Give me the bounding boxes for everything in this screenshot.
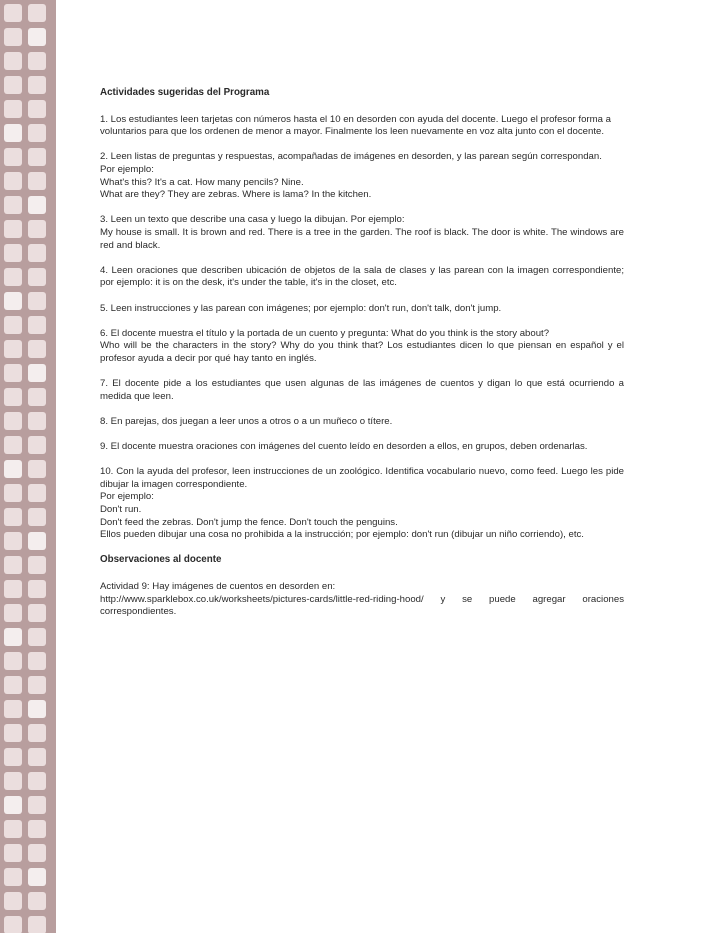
- border-cell: [28, 124, 46, 142]
- observation-line: http://www.sparklebox.co.uk/worksheets/pictures-cards/little-red-riding-hood/ y se puede agregar oraciones correspondientes.: [100, 593, 624, 618]
- border-cell: [4, 100, 22, 118]
- border-cell: [4, 76, 22, 94]
- border-cell: [4, 652, 22, 670]
- activity-line: 4. Leen oraciones que describen ubicación de objetos de la sala de clases y las parean con la imagen correspondiente; por ejemplo: it is on the desk, it's under the table, it's in the closet, etc.: [100, 264, 624, 289]
- border-cell: [28, 364, 46, 382]
- border-cell: [28, 772, 46, 790]
- border-cell: [4, 196, 22, 214]
- border-cell: [28, 268, 46, 286]
- border-cell: [28, 244, 46, 262]
- border-cell: [4, 364, 22, 382]
- border-cell: [28, 148, 46, 166]
- border-cell: [28, 628, 46, 646]
- activity-line: Por ejemplo:: [100, 163, 154, 175]
- border-cell: [28, 844, 46, 862]
- border-cell: [4, 604, 22, 622]
- border-cell: [28, 676, 46, 694]
- activity-line: 3. Leen un texto que describe una casa y luego la dibujan. Por ejemplo:: [100, 214, 405, 226]
- decorative-side-border: [0, 0, 56, 933]
- border-cell: [28, 556, 46, 574]
- border-cell: [4, 388, 22, 406]
- border-cell: [4, 220, 22, 238]
- border-cell: [28, 172, 46, 190]
- border-cell: [4, 244, 22, 262]
- activity-line: What are they? They are zebras. Where is lama? In the kitchen.: [100, 189, 372, 201]
- activity-line: 1. Los estudiantes leen tarjetas con números hasta el 10 en desorden con ayuda del docente. Luego el profesor forma a voluntarios para que los ordenen de menor a mayor. Finalmente los leen nuevamente en voz alta junto con el docente.: [100, 113, 611, 138]
- border-cell: [28, 820, 46, 838]
- activity-8: [100, 416, 624, 429]
- border-cell: [4, 796, 22, 814]
- activity-line: Don't feed the zebras. Don't jump the fence. Don't touch the penguins.: [100, 516, 398, 528]
- activity-6: [100, 328, 624, 366]
- border-cell: [28, 340, 46, 358]
- border-cell: [4, 28, 22, 46]
- activity-line: 2. Leen listas de preguntas y respuestas, acompañadas de imágenes en desorden, y las parean según correspondan.: [100, 151, 602, 163]
- border-cell: [4, 124, 22, 142]
- activity-line: Who will be the characters in the story? Why do you think that? Los estudiantes dicen lo que piensan en español y el profesor ayuda a decir por qué hay tanto en inglés.: [100, 340, 624, 364]
- border-cell: [4, 4, 22, 22]
- border-cell: [4, 436, 22, 454]
- border-cell: [28, 916, 46, 933]
- border-cell: [4, 748, 22, 766]
- border-cell: [4, 892, 22, 910]
- border-cell: [28, 868, 46, 886]
- border-cell: [4, 580, 22, 598]
- border-cell: [4, 628, 22, 646]
- activity-line: What's this? It's a cat. How many pencils? Nine.: [100, 176, 304, 188]
- observations-text: [100, 581, 624, 619]
- observations-title: Observaciones al docente: [100, 554, 222, 566]
- border-cell: [28, 748, 46, 766]
- border-cell: [28, 460, 46, 478]
- border-cell: [4, 460, 22, 478]
- border-cell: [4, 508, 22, 526]
- border-cell: [28, 316, 46, 334]
- border-cell: [4, 316, 22, 334]
- border-cell: [28, 604, 46, 622]
- border-cell: [28, 388, 46, 406]
- border-cell: [4, 532, 22, 550]
- activity-line: Don't run.: [100, 504, 142, 515]
- activity-line: 10. Con la ayuda del profesor, leen instrucciones de un zoológico. Identifica vocabulario nuevo, como feed. Luego les pide dibujar la imagen correspondiente.: [100, 466, 624, 490]
- activity-3: [100, 214, 624, 252]
- border-cell: [4, 820, 22, 838]
- border-cell: [28, 412, 46, 430]
- document-body: [100, 87, 624, 631]
- border-cell: [4, 724, 22, 742]
- border-cell: [4, 412, 22, 430]
- observation-line: Actividad 9: Hay imágenes de cuentos en desorden en:: [100, 580, 336, 592]
- border-cell: [28, 580, 46, 598]
- border-cell: [4, 172, 22, 190]
- border-cell: [28, 196, 46, 214]
- border-cell: [4, 148, 22, 166]
- border-cell: [4, 52, 22, 70]
- activity-line: Ellos pueden dibujar una cosa no prohibida a la instrucción; por ejemplo: don't run (dibujar un niño corriendo), etc.: [100, 529, 584, 541]
- border-cell: [28, 892, 46, 910]
- border-cell: [28, 724, 46, 742]
- border-cell: [28, 76, 46, 94]
- activity-line: 5. Leen instrucciones y las parean con imágenes; por ejemplo: don't run, don't talk, don't jump.: [100, 302, 502, 314]
- border-cell: [4, 556, 22, 574]
- border-cell: [28, 532, 46, 550]
- border-cell: [28, 796, 46, 814]
- activity-7: [100, 378, 624, 403]
- border-cell: [4, 340, 22, 358]
- activity-line: 7. El docente pide a los estudiantes que usen algunas de las imágenes de cuentos y digan lo que está ocurriendo a medida que leen.: [100, 378, 624, 402]
- activity-10: [100, 466, 624, 542]
- border-cell: [28, 436, 46, 454]
- border-cell: [28, 700, 46, 718]
- border-cell: [4, 772, 22, 790]
- activity-4: [100, 265, 624, 290]
- activity-line: 6. El docente muestra el título y la portada de un cuento y pregunta: What do you think is the story about?: [100, 327, 550, 339]
- border-cell: [4, 292, 22, 310]
- activity-line: Por ejemplo:: [100, 491, 154, 503]
- border-cell: [28, 508, 46, 526]
- border-cell: [28, 484, 46, 502]
- activity-line: 8. En parejas, dos juegan a leer unos a otros o a un muñeco o títere.: [100, 415, 393, 427]
- activity-line: 9. El docente muestra oraciones con imágenes del cuento leído en desorden a ellos, en grupos, deben ordenarlas.: [100, 441, 588, 453]
- activity-line: My house is small. It is brown and red. There is a tree in the garden. The roof is black. The door is white. The windows are red and black.: [100, 226, 624, 251]
- activity-9: [100, 441, 624, 454]
- border-cell: [4, 868, 22, 886]
- activity-1: [100, 114, 624, 139]
- border-cell: [28, 100, 46, 118]
- section-title: Actividades sugeridas del Programa: [100, 87, 270, 98]
- border-cell: [4, 700, 22, 718]
- border-cell: [4, 844, 22, 862]
- activity-5: [100, 303, 624, 316]
- border-cell: [28, 4, 46, 22]
- border-cell: [4, 484, 22, 502]
- activity-2: [100, 151, 624, 201]
- border-cell: [28, 52, 46, 70]
- border-cell: [4, 268, 22, 286]
- border-cell: [4, 676, 22, 694]
- border-cell: [28, 292, 46, 310]
- border-cell: [28, 220, 46, 238]
- border-cell: [28, 652, 46, 670]
- border-cell: [4, 916, 22, 933]
- border-cell: [28, 28, 46, 46]
